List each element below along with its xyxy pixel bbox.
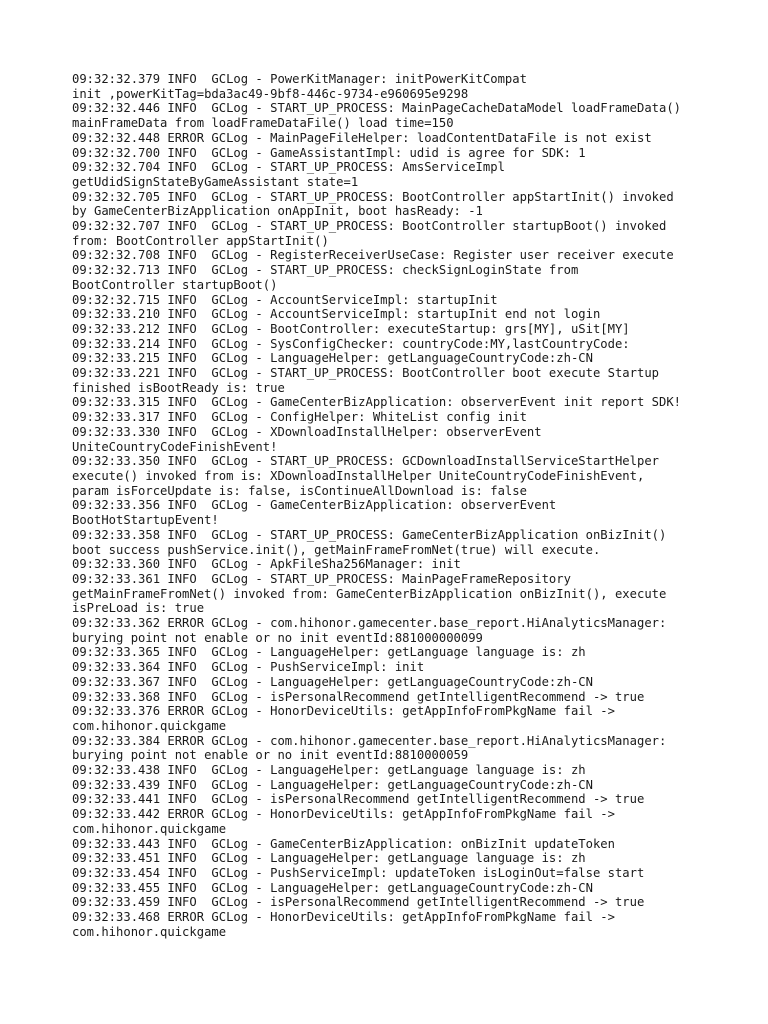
log-line: com.hihonor.quickgame xyxy=(72,821,227,836)
log-line: 09:32:33.358 INFO GCLog - START_UP_PROCESS: GameCenterBizApplication onBizInit() xyxy=(72,527,667,542)
log-line: from: BootController appStartInit() xyxy=(72,233,329,248)
log-line: 09:32:33.356 INFO GCLog - GameCenterBizApplication: observerEvent xyxy=(72,498,557,513)
log-line: 09:32:33.210 INFO GCLog - AccountServiceImpl: startupInit end not login xyxy=(72,307,601,322)
log-line: 09:32:33.384 ERROR GCLog - com.hihonor.gamecenter.base_report.HiAnalyticsManager: xyxy=(72,733,667,748)
log-text-block xyxy=(72,72,752,939)
log-line: 09:32:33.376 ERROR GCLog - HonorDeviceUtils: getAppInfoFromPkgName fail -> xyxy=(72,704,615,719)
log-line: burying point not enable or no init eventId:8810000059 xyxy=(72,748,469,763)
log-line: UniteCountryCodeFinishEvent! xyxy=(72,439,278,454)
log-line: 09:32:32.713 INFO GCLog - START_UP_PROCESS: checkSignLoginState from xyxy=(72,263,579,278)
log-line: 09:32:33.315 INFO GCLog - GameCenterBizApplication: observerEvent init report SDK! xyxy=(72,395,682,410)
log-line: 09:32:33.454 INFO GCLog - PushServiceImpl: updateToken isLoginOut=false start xyxy=(72,865,645,880)
log-line: execute() invoked from is: XDownloadInstallHelper UniteCountryCodeFinishEvent, xyxy=(72,468,645,483)
log-line: 09:32:33.215 INFO GCLog - LanguageHelper: getLanguageCountryCode:zh-CN xyxy=(72,351,593,366)
log-line: getMainFrameFromNet() invoked from: GameCenterBizApplication onBizInit(), execute xyxy=(72,586,667,601)
log-line: 09:32:33.468 ERROR GCLog - HonorDeviceUtils: getAppInfoFromPkgName fail -> xyxy=(72,910,615,925)
log-line: mainFrameData from loadFrameDataFile() load time=150 xyxy=(72,116,454,131)
log-line: 09:32:33.438 INFO GCLog - LanguageHelper: getLanguage language is: zh xyxy=(72,763,586,778)
log-line: 09:32:33.368 INFO GCLog - isPersonalRecommend getIntelligentRecommend -> true xyxy=(72,689,645,704)
log-line: 09:32:32.448 ERROR GCLog - MainPageFileHelper: loadContentDataFile is not exist xyxy=(72,130,652,145)
log-line: 09:32:32.707 INFO GCLog - START_UP_PROCESS: BootController startupBoot() invoked xyxy=(72,219,667,234)
log-line: 09:32:33.361 INFO GCLog - START_UP_PROCESS: MainPageFrameRepository xyxy=(72,571,571,586)
log-line: 09:32:33.455 INFO GCLog - LanguageHelper: getLanguageCountryCode:zh-CN xyxy=(72,880,593,895)
log-line: 09:32:33.317 INFO GCLog - ConfigHelper: WhiteList config init xyxy=(72,410,527,425)
log-line: 09:32:33.367 INFO GCLog - LanguageHelper: getLanguageCountryCode:zh-CN xyxy=(72,674,593,689)
log-line: 09:32:33.221 INFO GCLog - START_UP_PROCESS: BootController boot execute Startup xyxy=(72,366,659,381)
log-line: 09:32:33.212 INFO GCLog - BootController: executeStartup: grs[MY], uSit[MY] xyxy=(72,321,630,336)
log-line: 09:32:32.446 INFO GCLog - START_UP_PROCESS: MainPageCacheDataModel loadFrameData() xyxy=(72,101,682,116)
log-line: init ,powerKitTag=bda3ac49-9bf8-446c-9734-e960695e9298 xyxy=(72,86,469,101)
log-line: 09:32:33.214 INFO GCLog - SysConfigChecker: countryCode:MY,lastCountryCode: xyxy=(72,336,630,351)
log-line: by GameCenterBizApplication onAppInit, boot hasReady: -1 xyxy=(72,204,483,219)
log-line: 09:32:33.330 INFO GCLog - XDownloadInstallHelper: observerEvent xyxy=(72,424,542,439)
log-line: 09:32:33.362 ERROR GCLog - com.hihonor.gamecenter.base_report.HiAnalyticsManager: xyxy=(72,616,667,631)
log-line: burying point not enable or no init eventId:881000000099 xyxy=(72,630,483,645)
log-line: 09:32:32.379 INFO GCLog - PowerKitManager: initPowerKitCompat xyxy=(72,72,527,86)
log-line: 09:32:32.700 INFO GCLog - GameAssistantImpl: udid is agree for SDK: 1 xyxy=(72,145,586,160)
log-line: finished isBootReady is: true xyxy=(72,380,285,395)
log-line: 09:32:32.708 INFO GCLog - RegisterReceiverUseCase: Register user receiver execute xyxy=(72,248,674,263)
log-line: isPreLoad is: true xyxy=(72,601,205,616)
log-line: com.hihonor.quickgame xyxy=(72,924,227,939)
log-line: 09:32:32.705 INFO GCLog - START_UP_PROCESS: BootController appStartInit() invoked xyxy=(72,189,674,204)
log-line: 09:32:33.443 INFO GCLog - GameCenterBizApplication: onBizInit updateToken xyxy=(72,836,615,851)
log-line: boot success pushService.init(), getMainFrameFromNet(true) will execute. xyxy=(72,542,601,557)
log-line: 09:32:33.459 INFO GCLog - isPersonalRecommend getIntelligentRecommend -> true xyxy=(72,895,645,910)
log-line: BootController startupBoot() xyxy=(72,277,278,292)
log-line: 09:32:32.715 INFO GCLog - AccountServiceImpl: startupInit xyxy=(72,292,498,307)
log-line: 09:32:33.365 INFO GCLog - LanguageHelper: getLanguage language is: zh xyxy=(72,645,586,660)
log-line: 09:32:33.350 INFO GCLog - START_UP_PROCESS: GCDownloadInstallServiceStartHelper xyxy=(72,454,659,469)
log-line: BootHotStartupEvent! xyxy=(72,513,219,528)
log-line: getUdidSignStateByGameAssistant state=1 xyxy=(72,174,359,189)
log-line: 09:32:33.364 INFO GCLog - PushServiceImpl: init xyxy=(72,660,425,675)
log-line: 09:32:33.360 INFO GCLog - ApkFileSha256Manager: init xyxy=(72,557,461,572)
log-line: param isForceUpdate is: false, isContinueAllDownload is: false xyxy=(72,483,527,498)
log-line: 09:32:32.704 INFO GCLog - START_UP_PROCESS: AmsServiceImpl xyxy=(72,160,505,175)
log-line: 09:32:33.451 INFO GCLog - LanguageHelper: getLanguage language is: zh xyxy=(72,851,586,866)
log-line: 09:32:33.439 INFO GCLog - LanguageHelper: getLanguageCountryCode:zh-CN xyxy=(72,777,593,792)
log-line: 09:32:33.442 ERROR GCLog - HonorDeviceUtils: getAppInfoFromPkgName fail -> xyxy=(72,807,615,822)
log-line: com.hihonor.quickgame xyxy=(72,718,227,733)
log-line: 09:32:33.441 INFO GCLog - isPersonalRecommend getIntelligentRecommend -> true xyxy=(72,792,645,807)
